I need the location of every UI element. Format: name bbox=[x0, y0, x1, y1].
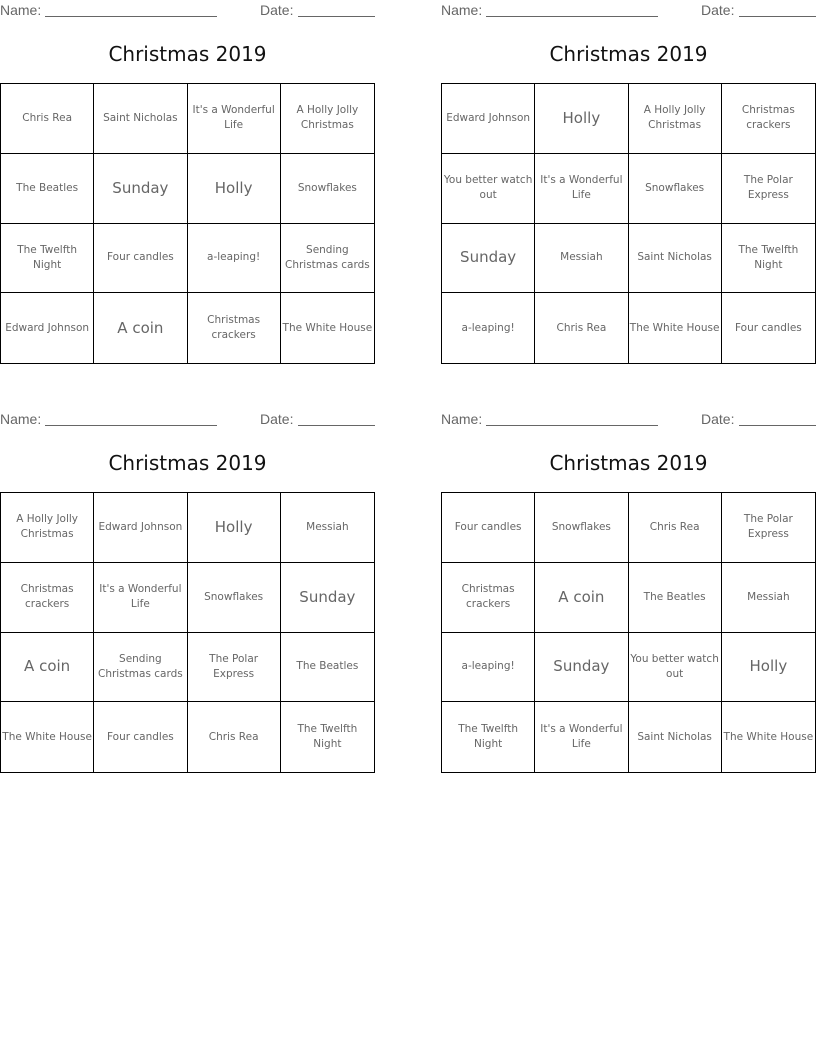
bingo-cell[interactable]: Messiah bbox=[281, 493, 374, 563]
bingo-cell[interactable]: Chris Rea bbox=[1, 84, 94, 154]
date-label: Date: bbox=[701, 2, 735, 18]
date-label: Date: bbox=[260, 2, 294, 18]
name-field[interactable] bbox=[45, 16, 217, 17]
bingo-cell[interactable]: Holly bbox=[188, 154, 281, 224]
bingo-cell[interactable]: Messiah bbox=[535, 224, 628, 294]
date-label: Date: bbox=[701, 411, 735, 427]
bingo-cell[interactable]: Messiah bbox=[722, 563, 815, 633]
bingo-cell[interactable]: Christmas crackers bbox=[188, 293, 281, 363]
bingo-cell[interactable]: The White House bbox=[723, 730, 814, 743]
bingo-cell[interactable]: A Holly Jolly Christmas bbox=[1, 493, 94, 563]
card-header bbox=[0, 0, 375, 20]
bingo-cell[interactable]: Sending Christmas cards bbox=[281, 224, 374, 294]
bingo-cell[interactable]: You better watch out bbox=[442, 154, 535, 224]
bingo-cell[interactable]: Sunday bbox=[94, 154, 187, 224]
bingo-cell[interactable]: Sunday bbox=[535, 633, 628, 703]
bingo-cell[interactable]: Saint Nicholas bbox=[629, 224, 722, 294]
bingo-cell[interactable]: It's a Wonderful Life bbox=[94, 563, 187, 633]
bingo-cell[interactable]: A coin bbox=[535, 563, 628, 633]
bingo-cell[interactable]: The White House bbox=[282, 321, 373, 334]
bingo-cell[interactable]: Chris Rea bbox=[188, 702, 281, 772]
bingo-cell[interactable]: Sending Christmas cards bbox=[94, 633, 187, 703]
bingo-cell[interactable]: It's a Wonderful Life bbox=[535, 702, 628, 772]
bingo-cell[interactable]: Snowflakes bbox=[535, 493, 628, 563]
card-title: Christmas 2019 bbox=[549, 451, 708, 475]
name-field[interactable] bbox=[45, 425, 217, 426]
bingo-cell[interactable]: Snowflakes bbox=[188, 563, 281, 633]
date-label: Date: bbox=[260, 411, 294, 427]
bingo-grid bbox=[0, 83, 375, 364]
bingo-cell[interactable]: Holly bbox=[535, 84, 628, 154]
bingo-cell[interactable]: The Twelfth Night bbox=[442, 702, 535, 772]
card-header bbox=[441, 409, 816, 429]
bingo-cell[interactable]: You better watch out bbox=[629, 633, 722, 703]
bingo-cell[interactable]: Christmas crackers bbox=[1, 563, 94, 633]
bingo-cell[interactable]: The White House bbox=[1, 702, 94, 772]
card-title: Christmas 2019 bbox=[108, 451, 267, 475]
card-header bbox=[0, 409, 375, 429]
date-field[interactable] bbox=[739, 425, 816, 426]
bingo-cell[interactable]: The Polar Express bbox=[722, 154, 815, 224]
bingo-cell[interactable]: Saint Nicholas bbox=[629, 702, 722, 772]
name-field[interactable] bbox=[486, 16, 658, 17]
date-field[interactable] bbox=[298, 425, 375, 426]
bingo-cell[interactable]: a-leaping! bbox=[188, 224, 281, 294]
date-field[interactable] bbox=[298, 16, 375, 17]
bingo-grid bbox=[0, 492, 375, 773]
name-label: Name: bbox=[0, 411, 42, 427]
card-title: Christmas 2019 bbox=[549, 42, 708, 66]
bingo-cell[interactable]: It's a Wonderful Life bbox=[535, 154, 628, 224]
bingo-grid bbox=[441, 83, 816, 364]
bingo-cell[interactable]: The Twelfth Night bbox=[297, 723, 358, 751]
name-label: Name: bbox=[441, 2, 483, 18]
bingo-cell[interactable]: Snowflakes bbox=[629, 154, 722, 224]
bingo-cell[interactable]: The Beatles bbox=[281, 633, 374, 703]
bingo-cell[interactable]: Saint Nicholas bbox=[94, 84, 187, 154]
bingo-cell[interactable]: A coin bbox=[94, 293, 187, 363]
bingo-cell[interactable]: Edward Johnson bbox=[442, 84, 535, 154]
bingo-cell[interactable]: Christmas crackers bbox=[442, 563, 535, 633]
bingo-cell[interactable]: Holly bbox=[722, 633, 815, 703]
bingo-cell[interactable]: a-leaping! bbox=[442, 293, 535, 363]
bingo-cell[interactable]: The Polar Express bbox=[188, 633, 281, 703]
bingo-cell[interactable]: A Holly Jolly Christmas bbox=[281, 84, 374, 154]
bingo-cell[interactable]: The Twelfth Night bbox=[1, 224, 94, 294]
bingo-cell[interactable]: Edward Johnson bbox=[1, 293, 94, 363]
bingo-cell[interactable]: Four candles bbox=[734, 321, 802, 334]
bingo-cell[interactable]: A coin bbox=[1, 633, 94, 703]
bingo-cell[interactable]: The White House bbox=[629, 293, 722, 363]
bingo-cell[interactable]: The Polar Express bbox=[722, 493, 815, 563]
name-field[interactable] bbox=[486, 425, 658, 426]
bingo-cell[interactable]: Chris Rea bbox=[535, 293, 628, 363]
bingo-cell[interactable]: Sunday bbox=[442, 224, 535, 294]
bingo-cell[interactable]: The Twelfth Night bbox=[722, 224, 815, 294]
bingo-cell[interactable]: Sunday bbox=[281, 563, 374, 633]
card-title: Christmas 2019 bbox=[108, 42, 267, 66]
bingo-cell[interactable]: a-leaping! bbox=[442, 633, 535, 703]
bingo-cell[interactable]: Chris Rea bbox=[629, 493, 722, 563]
bingo-cell[interactable]: Four candles bbox=[442, 493, 535, 563]
bingo-cell[interactable]: Four candles bbox=[94, 702, 187, 772]
bingo-cell[interactable]: The Beatles bbox=[1, 154, 94, 224]
bingo-cell[interactable]: A Holly Jolly Christmas bbox=[629, 84, 722, 154]
bingo-cell[interactable]: Snowflakes bbox=[281, 154, 374, 224]
name-label: Name: bbox=[441, 411, 483, 427]
name-label: Name: bbox=[0, 2, 42, 18]
bingo-cell[interactable]: Edward Johnson bbox=[94, 493, 187, 563]
bingo-cell[interactable]: The Beatles bbox=[629, 563, 722, 633]
bingo-cell[interactable]: Christmas crackers bbox=[722, 84, 815, 154]
bingo-grid bbox=[441, 492, 816, 773]
card-header bbox=[441, 0, 816, 20]
bingo-cell[interactable]: It's a Wonderful Life bbox=[188, 84, 281, 154]
bingo-cell[interactable]: Four candles bbox=[94, 224, 187, 294]
date-field[interactable] bbox=[739, 16, 816, 17]
bingo-cell[interactable]: Holly bbox=[188, 493, 281, 563]
